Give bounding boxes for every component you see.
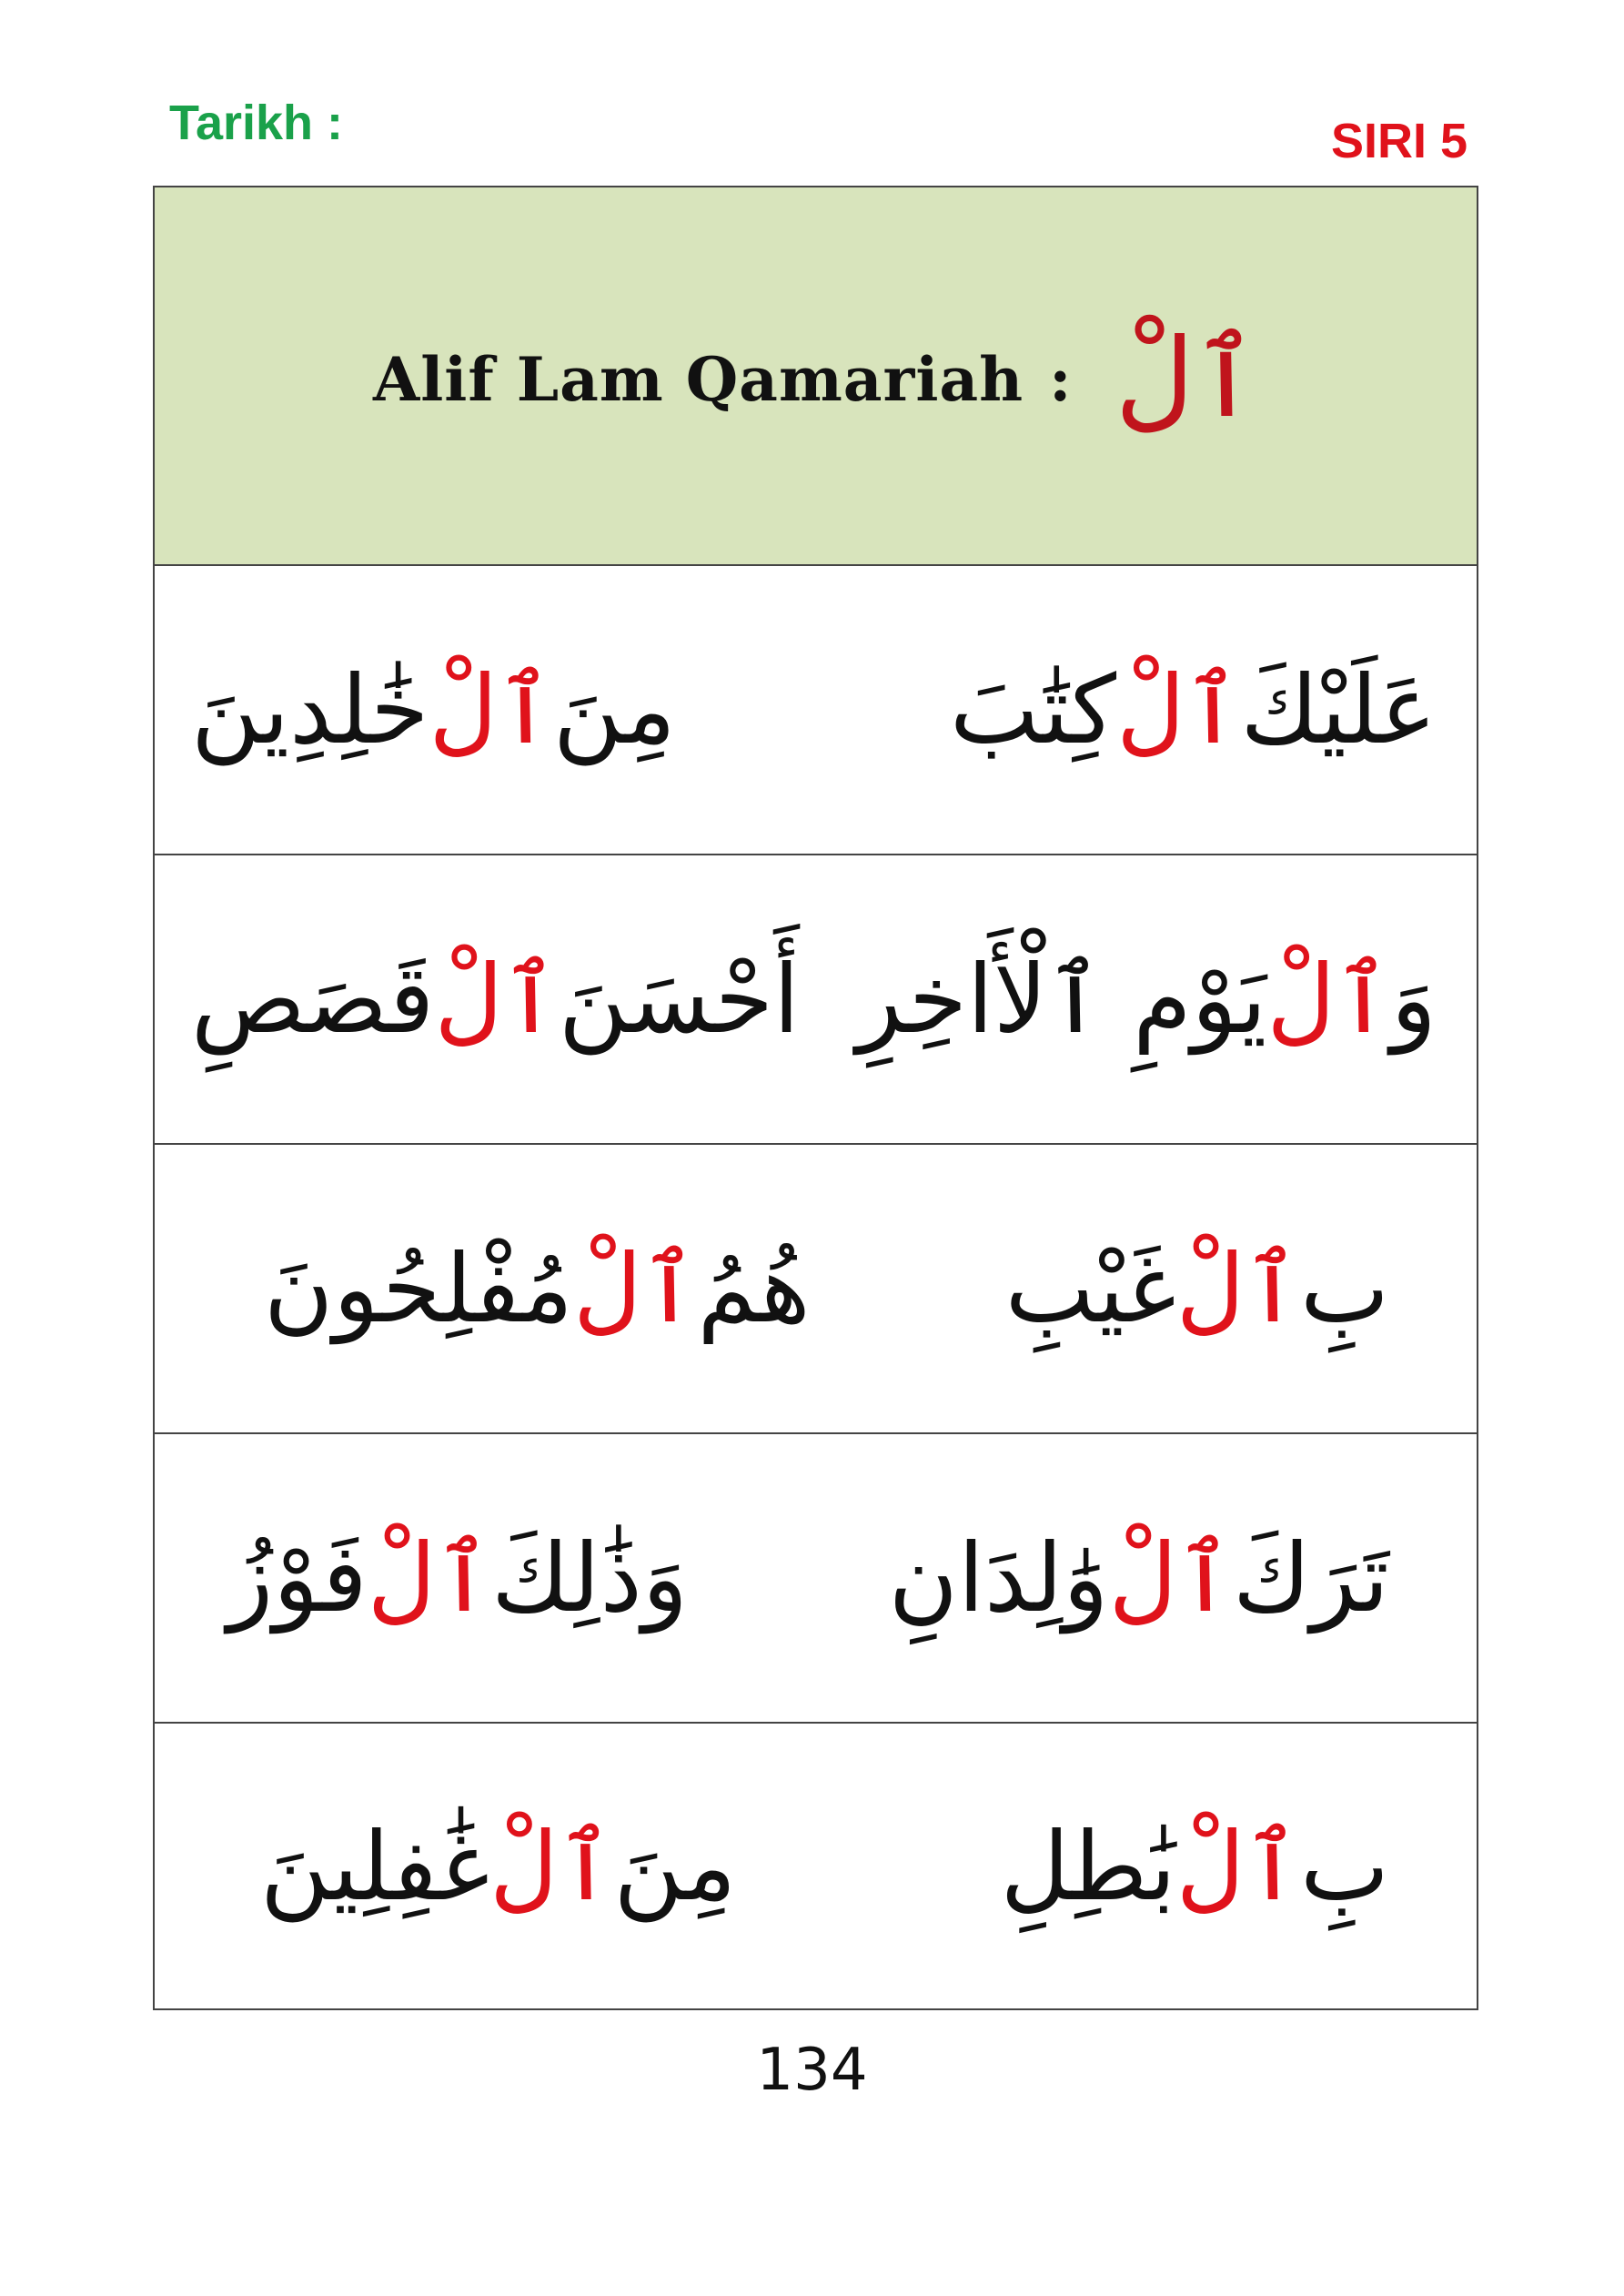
alif-lam-highlight: ٱلْ bbox=[1266, 944, 1391, 1055]
word-stem: غَٰفِلِينَ bbox=[260, 1810, 489, 1922]
alif-lam-highlight: ٱلْ bbox=[489, 1810, 614, 1922]
word-stem: قَصَصِ bbox=[191, 944, 435, 1055]
word-row-4 bbox=[155, 1434, 1477, 1724]
date-label: Tarikh : bbox=[169, 96, 344, 150]
word-row-3 bbox=[155, 1145, 1477, 1434]
alif-lam-highlight: ٱلْ bbox=[1175, 1233, 1301, 1344]
alif-lam-highlight: ٱلْ bbox=[429, 654, 553, 765]
word-prefix: وَ bbox=[1390, 944, 1437, 1055]
arabic-word bbox=[264, 1145, 811, 1432]
alif-lam-highlight: ٱلْ bbox=[1175, 1810, 1301, 1922]
arabic-word bbox=[260, 1724, 736, 2008]
word-prefix: مِنَ bbox=[613, 1810, 737, 1922]
word-prefix: هُمُ bbox=[697, 1233, 811, 1344]
arabic-word bbox=[856, 855, 1437, 1143]
word-prefix: بِ bbox=[1300, 1233, 1389, 1344]
arabic-word bbox=[950, 566, 1437, 854]
alif-lam-highlight: ٱلْ bbox=[367, 1522, 492, 1633]
word-prefix: أَحْسَنَ bbox=[558, 944, 800, 1055]
word-row-2 bbox=[155, 855, 1477, 1145]
word-row-5 bbox=[155, 1724, 1477, 2008]
alif-lam-highlight: ٱلْ bbox=[1115, 654, 1241, 765]
lesson-header-content bbox=[372, 316, 1259, 442]
arabic-word bbox=[889, 1434, 1389, 1722]
lesson-title: Alif Lam Qamariah bbox=[372, 344, 1024, 415]
arabic-word bbox=[191, 855, 800, 1143]
word-stem: فَوْزُ bbox=[227, 1522, 368, 1633]
word-prefix: عَلَيْكَ bbox=[1240, 654, 1437, 765]
series-label: SIRI 5 bbox=[1330, 114, 1468, 168]
page-number: 134 bbox=[756, 2037, 868, 2104]
word-stem: بَٰطِلِ bbox=[1000, 1810, 1176, 1922]
word-stem: غَيْبِ bbox=[1004, 1233, 1176, 1344]
arabic-word bbox=[1001, 1724, 1389, 2008]
alif-lam-letter: ٱلْ bbox=[1115, 316, 1259, 442]
arabic-word bbox=[227, 1434, 688, 1722]
word-row-1 bbox=[155, 566, 1477, 855]
alif-lam-highlight: ٱلْ bbox=[1108, 1522, 1233, 1633]
lesson-header bbox=[155, 187, 1477, 566]
word-stem: مُفْلِحُونَ bbox=[264, 1233, 573, 1344]
word-prefix: بِ bbox=[1300, 1810, 1389, 1922]
word-prefix: تَرَكَ bbox=[1232, 1522, 1389, 1633]
word-stem: وَٰلِدَانِ bbox=[888, 1522, 1109, 1633]
arabic-word bbox=[191, 566, 676, 854]
word-stem: كِتَٰبَ bbox=[949, 654, 1116, 765]
alif-lam-highlight: ٱلْ bbox=[434, 944, 559, 1055]
lesson-title-colon: : bbox=[1049, 344, 1072, 415]
word-prefix: وَذَٰلِكَ bbox=[491, 1522, 689, 1633]
word-stem: يَوْمِ ٱلْأَاخِرِ bbox=[856, 944, 1267, 1055]
arabic-word bbox=[1005, 1145, 1389, 1432]
word-stem: خَٰلِدِينَ bbox=[191, 654, 429, 765]
word-prefix: مِنَ bbox=[552, 654, 676, 765]
alif-lam-highlight: ٱلْ bbox=[572, 1233, 698, 1344]
lesson-table bbox=[153, 186, 1478, 2010]
